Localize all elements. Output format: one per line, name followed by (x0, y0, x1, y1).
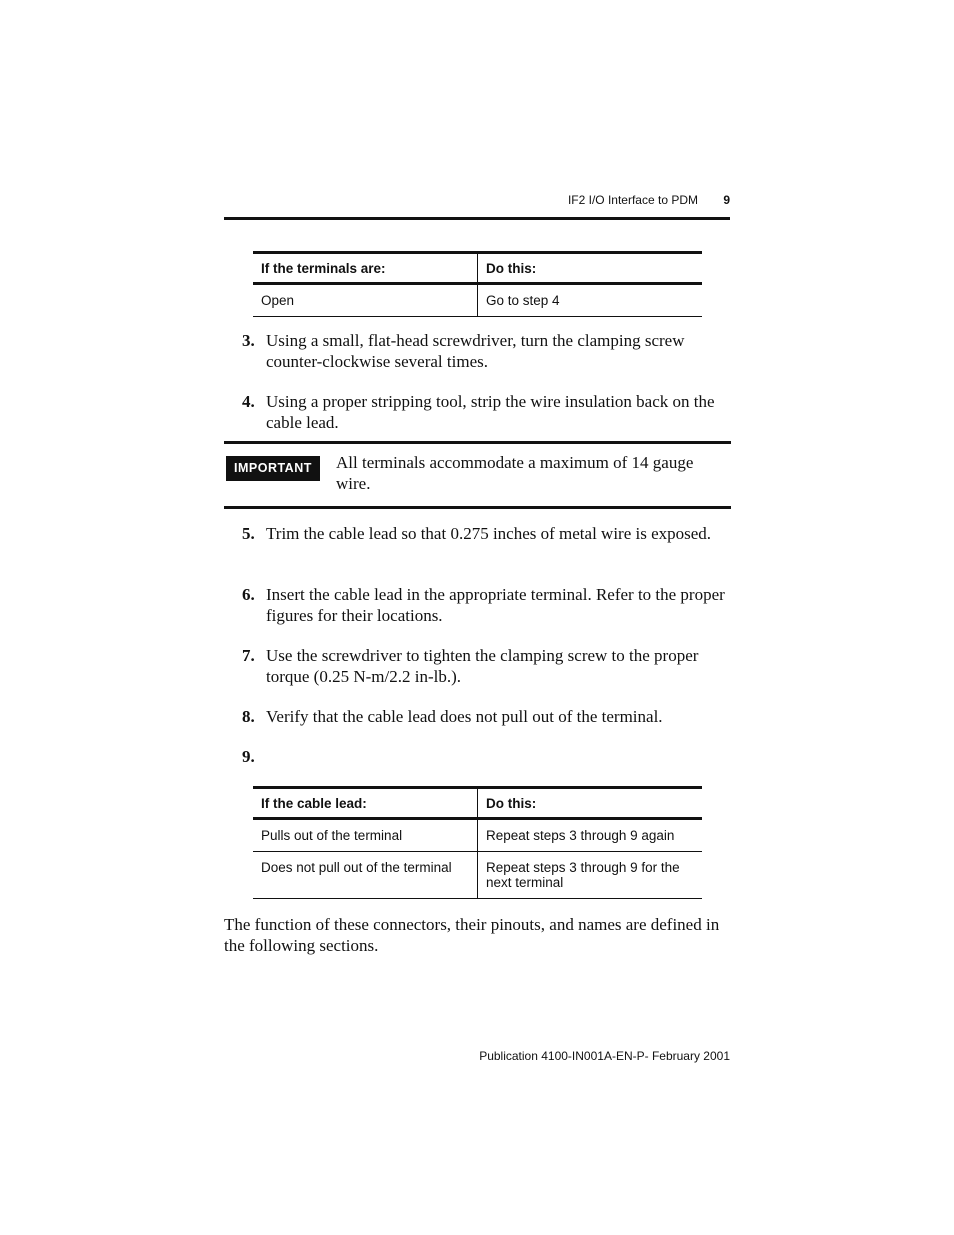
step-4 (242, 391, 730, 433)
important-callout (224, 441, 731, 509)
step-text: Using a small, flat-head screwdriver, turn the clamping screw counter-clockwise several times. (266, 331, 685, 371)
step-number: 7. (242, 646, 255, 665)
publication-footer: Publication 4100-IN001A-EN-P- February 2001 (479, 1049, 730, 1063)
step-text: Use the screwdriver to tighten the clamping screw to the proper torque (0.25 N-m/2.2 in-lb.). (266, 646, 699, 686)
step-7 (242, 645, 730, 687)
step-text: Trim the cable lead so that 0.275 inches of metal wire is exposed. (266, 524, 712, 543)
step-number: 5. (242, 524, 255, 543)
table-header-cell: If the terminals are: (253, 253, 478, 284)
table-header-row (253, 253, 702, 284)
table-row (253, 819, 702, 852)
step-5 (242, 523, 730, 544)
closing-paragraph: The function of these connectors, their pinouts, and names are defined in the following sections. (224, 915, 720, 955)
table-row (253, 852, 702, 899)
step-text: Insert the cable lead in the appropriate terminal. Refer to the proper figures for their locations. (266, 585, 725, 625)
step-number: 9. (242, 747, 255, 766)
table-header-cell: Do this: (478, 788, 703, 819)
header-title: IF2 I/O Interface to PDM (567, 193, 698, 207)
table-header-cell: If the cable lead: (253, 788, 478, 819)
step-number: 8. (242, 707, 255, 726)
table-cell: Pulls out of the terminal (253, 819, 478, 852)
important-text: All terminals accommodate a maximum of 14 gauge wire. (336, 453, 694, 493)
cable-lead-table (253, 786, 702, 899)
step-text: Verify that the cable lead does not pull out of the terminal. (266, 707, 663, 726)
step-number: 4. (242, 392, 255, 411)
step-number: 3. (242, 331, 255, 350)
table-cell: Open (253, 284, 478, 317)
step-6 (242, 584, 730, 626)
table-cell: Repeat steps 3 through 9 again (478, 819, 703, 852)
table-cell: Go to step 4 (478, 284, 703, 317)
step-number: 6. (242, 585, 255, 604)
page-header (224, 191, 730, 220)
table-cell: Repeat steps 3 through 9 for the next terminal (478, 852, 703, 899)
terminals-table (253, 251, 702, 317)
table-cell: Does not pull out of the terminal (253, 852, 478, 899)
step-3 (242, 330, 730, 372)
table-header-row (253, 788, 702, 819)
important-badge: IMPORTANT (226, 456, 320, 481)
step-text: Using a proper stripping tool, strip the wire insulation back on the cable lead. (266, 392, 715, 432)
page-number: 9 (723, 193, 730, 207)
table-row (253, 284, 702, 317)
step-8 (242, 706, 730, 727)
table-header-cell: Do this: (478, 253, 703, 284)
